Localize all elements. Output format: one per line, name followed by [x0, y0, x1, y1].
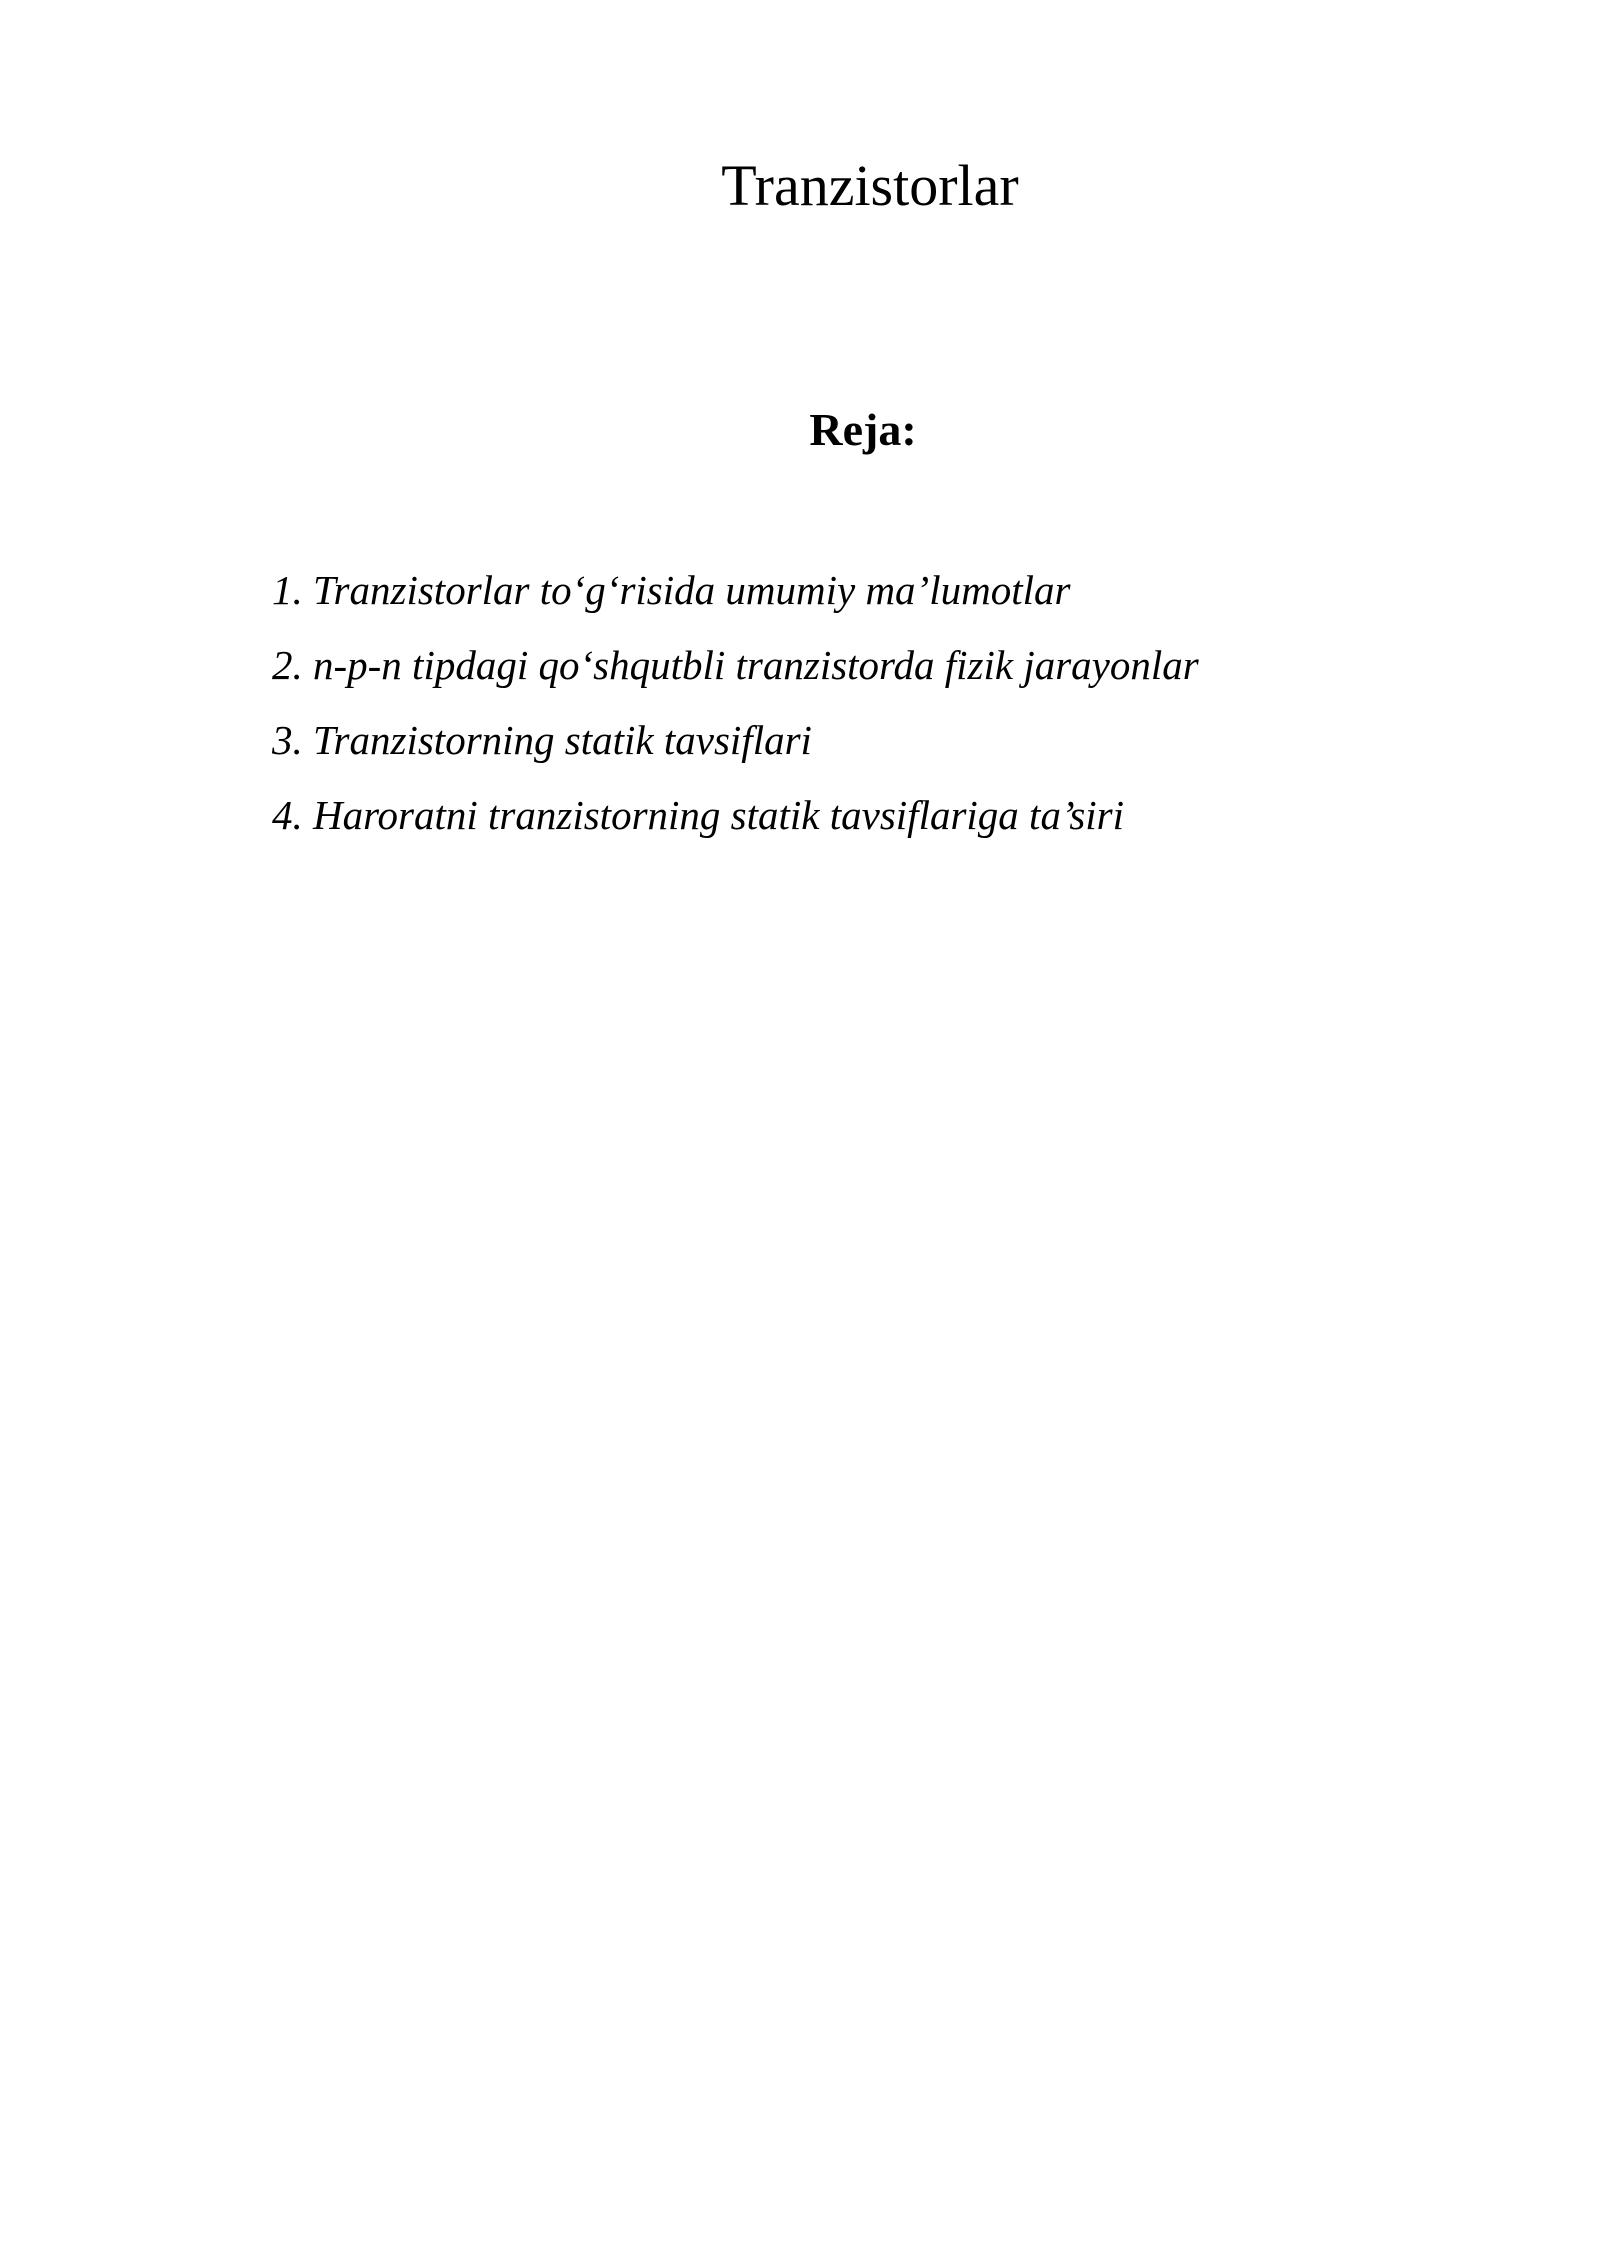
plan-item: 1. Tranzistorlar to‘g‘risida umumiy ma’lumotlar: [272, 567, 1071, 613]
plan-item: 4. Haroratni tranzistorning statik tavsiflariga ta’siri: [272, 792, 1125, 838]
plan-list: [272, 565, 1199, 865]
document-title: Tranzistorlar: [721, 153, 1019, 218]
plan-item: 3. Tranzistorning statik tavsiflari: [272, 717, 812, 763]
plan-item: 2. n-p-n tipdagi qo‘shqutbli tranzistorda fizik jarayonlar: [272, 642, 1199, 688]
plan-heading: Reja:: [809, 404, 917, 455]
